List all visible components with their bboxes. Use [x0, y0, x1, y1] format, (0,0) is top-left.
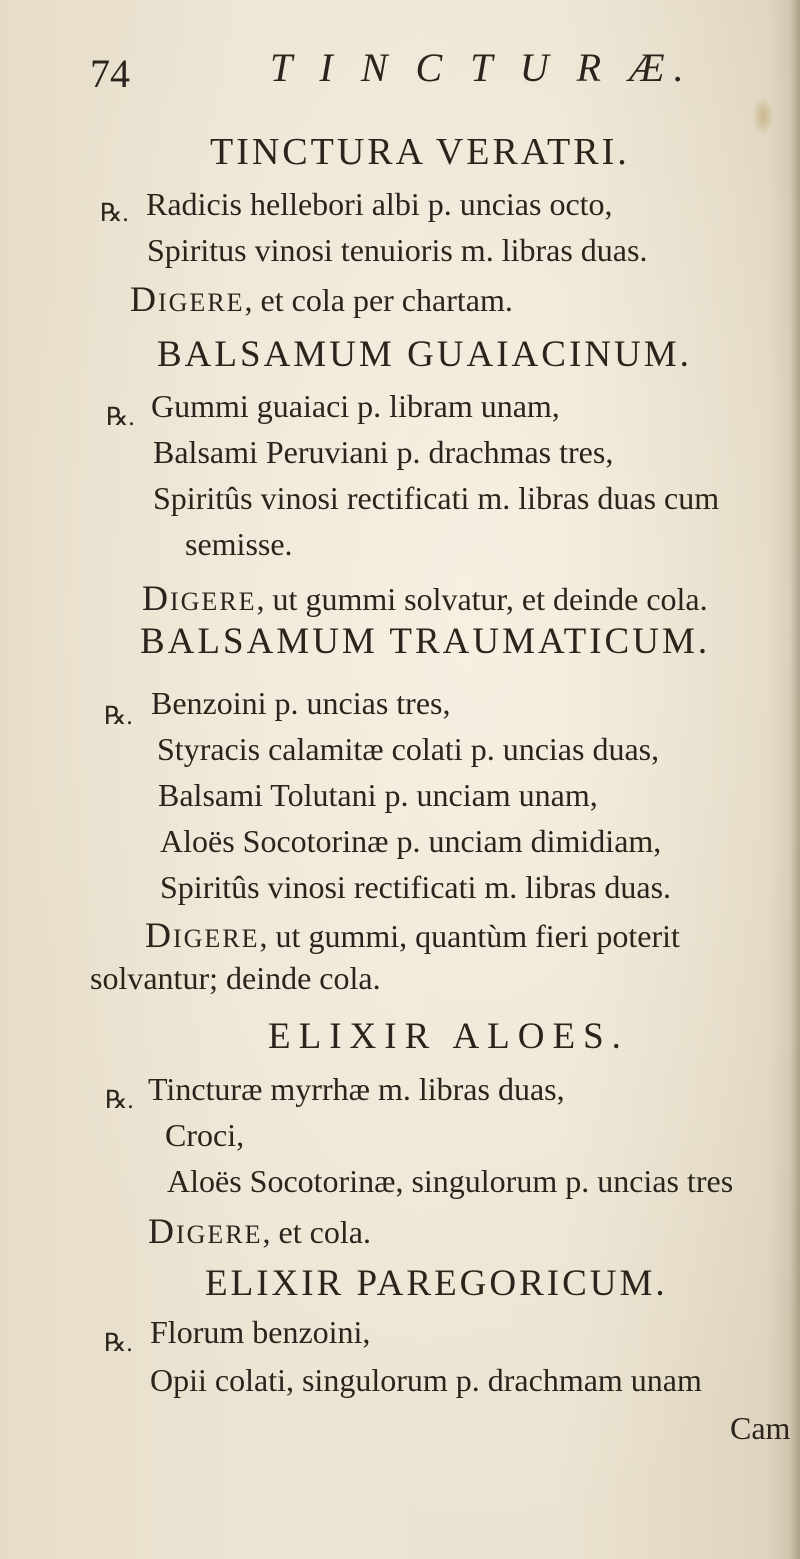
paper-stain [752, 96, 774, 136]
directions-line [145, 914, 680, 956]
directions-line [148, 1210, 371, 1252]
directions-word: IGERE [170, 587, 257, 616]
recipe-symbol: ℞. [105, 1087, 134, 1114]
ingredient-line: Aloës Socotorinæ, singulorum p. uncias tres [167, 1163, 734, 1199]
directions-text: , ut gummi, quantùm fieri poterit [259, 918, 680, 954]
section-title: BALSAMUM TRAUMATICUM. [140, 621, 711, 662]
ingredient-line: Aloës Socotorinæ p. unciam dimidiam, [160, 823, 662, 859]
ingredient-line: Florum benzoini, [150, 1314, 371, 1350]
recipe-symbol: ℞. [104, 703, 133, 730]
recipe-symbol: ℞. [106, 404, 135, 431]
ingredient-line: Spiritûs vinosi rectificati m. libras duas cum [153, 480, 720, 516]
directions-text: , et cola. [262, 1214, 371, 1250]
section-title: TINCTURA VERATRI. [210, 131, 630, 173]
directions-word: IGERE [173, 924, 260, 953]
running-head: T I N C T U R Æ. [270, 45, 693, 90]
ingredient-line: Benzoini p. uncias tres, [151, 685, 451, 721]
section-title: BALSAMUM GUAIACINUM. [157, 334, 692, 375]
directions-initial: D [145, 915, 173, 955]
ingredient-line: Gummi guaiaci p. libram unam, [151, 388, 560, 424]
recipe-symbol: ℞. [100, 200, 129, 227]
ingredient-line: Radicis hellebori albi p. uncias octo, [146, 186, 613, 222]
directions-initial: D [130, 279, 158, 319]
ingredient-line: semisse. [185, 526, 293, 562]
page-edge-shadow [790, 0, 800, 1559]
ingredient-line: Balsami Peruviani p. drachmas tres, [153, 434, 614, 470]
ingredient-line: Balsami Tolutani p. unciam unam, [158, 777, 598, 813]
section-title: ELIXIR PAREGORICUM. [205, 1263, 668, 1304]
catchword: Cam [730, 1410, 791, 1446]
ingredient-line: Croci, [165, 1117, 245, 1153]
ingredient-line: Styracis calamitæ colati p. uncias duas, [157, 731, 660, 767]
page-number: 74 [90, 51, 130, 96]
section-title: ELIXIR ALOES. [268, 1016, 629, 1057]
directions-line [130, 278, 513, 320]
continuation-line: solvantur; deinde cola. [90, 960, 381, 996]
recipe-symbol: ℞. [104, 1330, 133, 1357]
directions-initial: D [142, 578, 170, 618]
directions-text: , et cola per chartam. [244, 282, 513, 318]
directions-word: IGERE [158, 288, 245, 317]
ingredient-line: Opii colati, singulorum p. drachmam unam [150, 1362, 702, 1398]
directions-initial: D [148, 1211, 176, 1251]
ingredient-line: Spiritûs vinosi rectificati m. libras duas. [160, 869, 672, 905]
directions-word: IGERE [176, 1220, 263, 1249]
directions-text: , ut gummi solvatur, et deinde cola. [256, 581, 708, 617]
ingredient-line: Tincturæ myrrhæ m. libras duas, [148, 1071, 565, 1107]
directions-line [142, 577, 708, 619]
ingredient-line: Spiritus vinosi tenuioris m. libras duas. [147, 232, 648, 268]
